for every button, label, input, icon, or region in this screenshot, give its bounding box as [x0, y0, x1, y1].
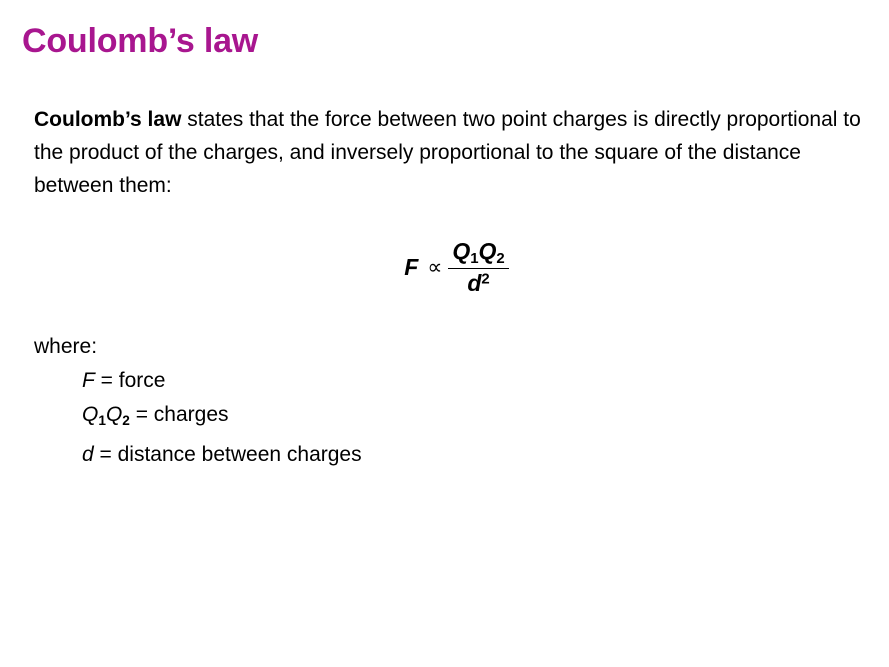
- definition-symbol-second: Q: [105, 403, 123, 426]
- denominator-d: d: [467, 270, 482, 297]
- numerator-q2: Q: [478, 238, 497, 264]
- definition-text: = charges: [129, 403, 229, 426]
- numerator-q1-subscript: 1: [470, 250, 479, 268]
- formula-numerator: [448, 238, 508, 269]
- page-title: Coulomb’s law: [22, 22, 259, 60]
- list-item: [82, 364, 362, 398]
- list-item: [82, 398, 362, 438]
- definition-symbol-second-subscript: 2: [122, 412, 130, 428]
- proportional-symbol: ∝: [427, 255, 443, 279]
- numerator-q1: Q: [452, 238, 471, 264]
- intro-lead: Coulomb’s law: [34, 108, 182, 131]
- definition-symbol-subscript: 1: [98, 412, 106, 428]
- slide-body: [34, 103, 879, 466]
- formula-denominator: [448, 269, 508, 297]
- intro-paragraph: [34, 103, 879, 202]
- formula-fraction: [448, 238, 508, 297]
- denominator-exponent: 2: [481, 270, 490, 288]
- intro-rest: states that the force between two point charges is directly proportional to the product of the charges, and inversely proportional to the square of the distance between them:: [34, 108, 861, 197]
- definition-symbol: F: [82, 369, 95, 392]
- formula-block: [34, 238, 879, 297]
- where-label: where:: [34, 335, 98, 358]
- definition-list: [82, 364, 362, 472]
- numerator-q2-subscript: 2: [496, 250, 505, 268]
- definition-symbol: d: [82, 442, 94, 466]
- coulomb-formula: [404, 238, 508, 297]
- definition-text: = force: [94, 369, 166, 392]
- formula-lhs: F: [404, 254, 419, 281]
- definition-symbol: Q: [82, 403, 99, 426]
- definition-text: = distance between charges: [93, 442, 362, 466]
- list-item: [82, 438, 362, 472]
